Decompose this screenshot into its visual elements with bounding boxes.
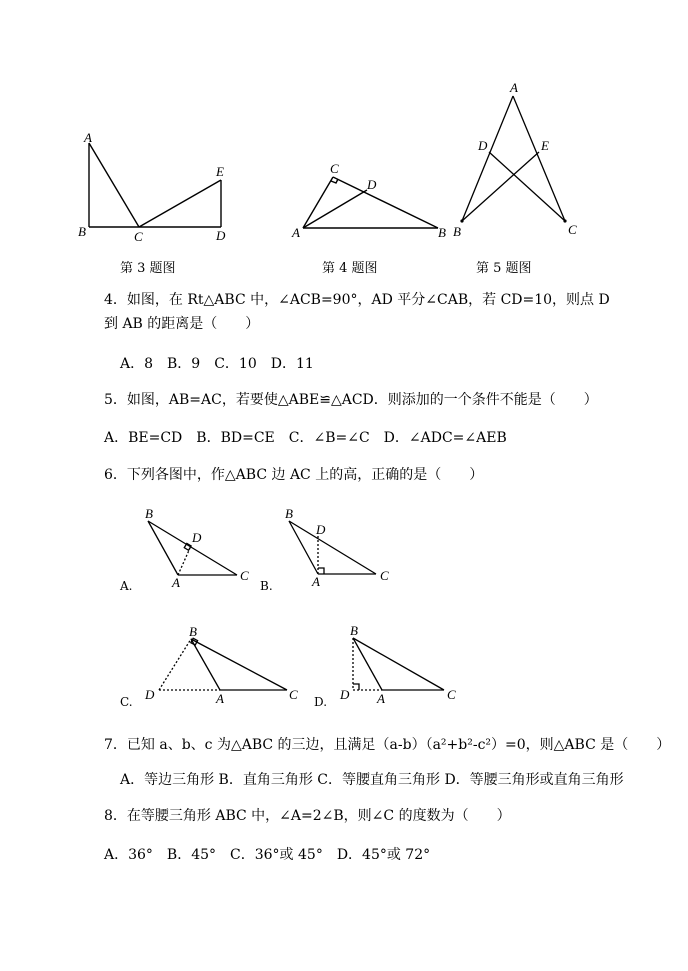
fig5-point-B [460,219,463,222]
q6d-label-B: B [350,623,358,638]
question-4-options: A．8 B．9 C．10 D．11 [120,356,314,372]
question-6-diagrams [0,500,688,725]
q6-option-C-label: C. [120,695,133,709]
q6a-segment-BA [148,521,178,575]
fig5-label-E: E [541,138,549,153]
fig4-label-A: A [292,225,300,240]
q6d-label-A: A [377,691,385,706]
q6b-segment-BC [289,521,376,574]
q6b-label-C: C [380,568,389,583]
fig5-caption: 第 5 题图 [476,261,532,276]
q6b-label-A: A [312,574,320,589]
q6b-label-B: B [285,506,293,521]
fig5-point-C [563,219,566,222]
fig5-label-D: D [478,138,488,153]
q6c-label-B: B [189,624,197,639]
q6a-height-dashed [178,548,190,575]
fig4-segment-AD [303,190,367,228]
q6c-label-A: A [216,691,224,706]
q6d-right-angle-mark [353,684,359,690]
fig4-label-D: D [367,177,377,192]
q6d-segment-BC [353,638,444,690]
q6-option-D-label: D. [314,695,328,709]
fig3-label-B: B [78,224,86,239]
fig4-caption: 第 4 题图 [322,261,378,276]
q6d-label-C: C [447,687,456,702]
fig5-label-A: A [510,80,518,95]
q6a-label-A: A [172,575,180,590]
fig4-segment-AC [303,177,333,228]
question-8-options: A．36° B．45° C．36°或 45° D．45°或 72° [104,847,431,863]
fig3-label-D: D [216,228,226,243]
fig4-label-C: C [330,161,339,176]
q6a-label-C: C [240,568,249,583]
fig4-label-B: B [438,225,446,240]
question-5-options: A．BE=CD B．BD=CE C．∠B=∠C D．∠ADC=∠AEB [104,430,507,446]
fig3-segment-AC [89,143,139,227]
fig5-segment-AB [462,96,513,221]
q6c-height-dashed [159,639,191,690]
question-4-line-2: 到 AB 的距离是（ ） [104,316,260,332]
q6a-label-D: D [192,530,202,545]
fig3-segment-CE [139,180,221,227]
fig3-label-A: A [84,130,92,145]
fig4-segment-CB [333,177,438,228]
question-6-text: 6．下列各图中，作△ABC 边 AC 上的高，正确的是（ ） [104,467,484,483]
fig3-label-E: E [216,164,224,179]
question-5-text: 5．如图，AB=AC，若要使△ABE≌△ACD．则添加的一个条件不能是（ ） [104,392,598,408]
fig5-segment-AC [513,96,565,221]
q6b-segment-BA [289,521,318,574]
q6c-label-C: C [289,687,298,702]
q6c-label-D: D [145,687,155,702]
fig5-label-C: C [568,222,577,237]
q6d-label-D: D [340,687,350,702]
q6a-label-B: B [145,506,153,521]
fig3-caption: 第 3 题图 [120,261,176,276]
q6b-label-D: D [316,522,326,537]
question-7-options: A．等边三角形 B．直角三角形 C．等腰直角三角形 D．等腰三角形或直角三角形 [120,772,624,788]
figure-3-diagram [0,0,688,260]
question-8-text: 8．在等腰三角形 ABC 中，∠A=2∠B，则∠C 的度数为（ ） [104,808,511,824]
q6-option-A-label: A. [120,579,133,593]
fig3-label-C: C [134,229,143,244]
question-7-text: 7．已知 a、b、c 为△ABC 的三边，且满足（a-b）（a²+b²-c²）=0，则△ABC 是（ ） [104,737,671,753]
q6-option-B-label: B. [260,579,273,593]
question-4-line-1: 4．如图，在 Rt△ABC 中，∠ACB=90°，AD 平分∠CAB，若 CD=10，则点 D [104,292,610,308]
fig5-label-B: B [453,224,461,239]
